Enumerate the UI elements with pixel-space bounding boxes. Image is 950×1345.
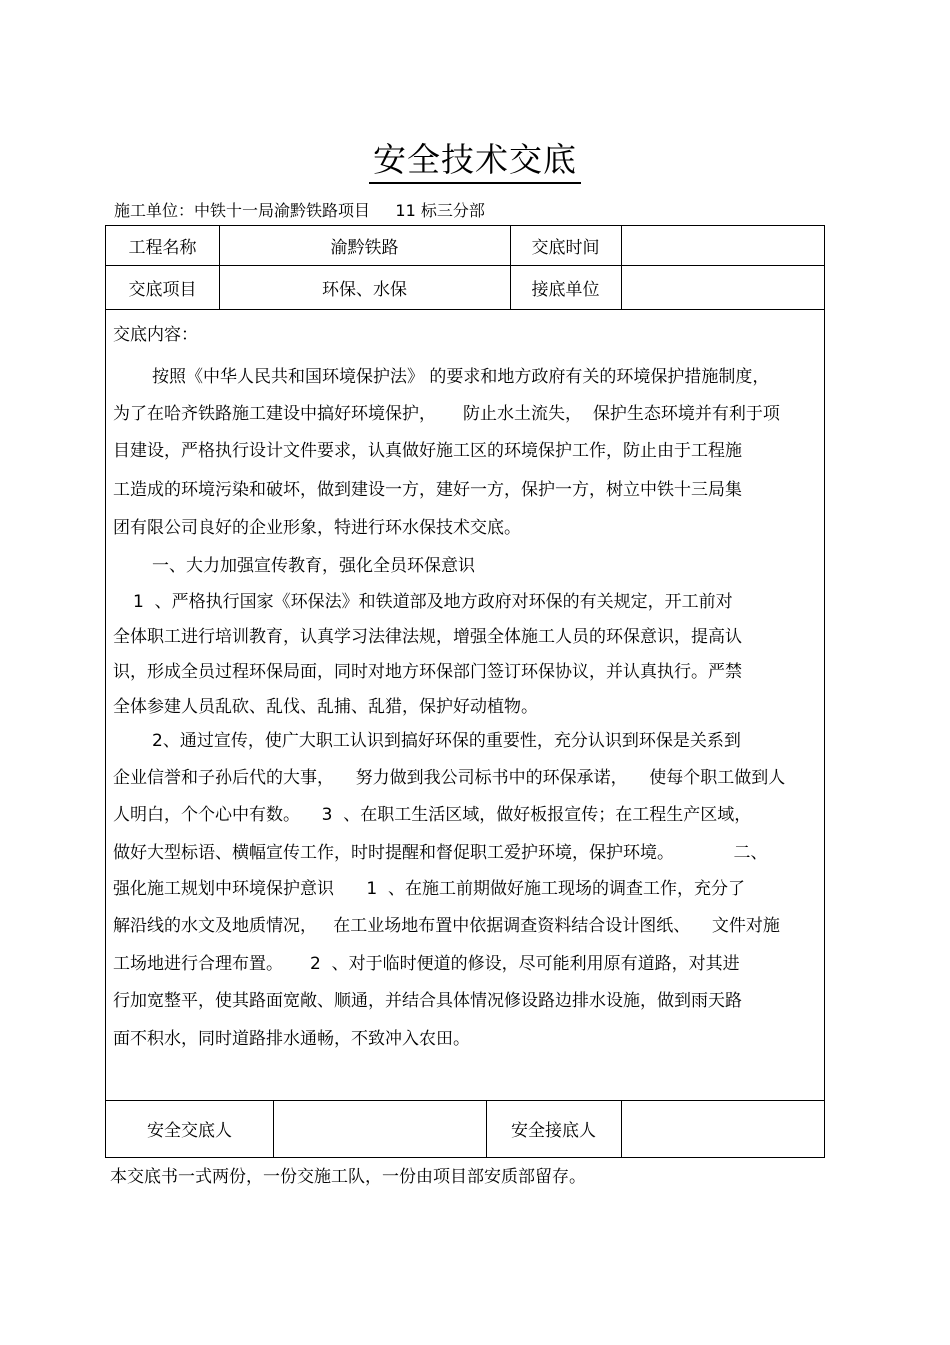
content-line: 识，形成全员过程环保局面，同时对地方环保部门签订环保协议，并认真执行。严禁 [113,662,742,682]
content-line: 强化施工规划中环境保护意识 1 、在施工前期做好施工现场的调查工作，充分了 [113,879,746,899]
disclosure-table [105,225,825,1158]
content-label: 交底内容： [113,325,198,345]
content-line: 工场地进行合理布置。 2 、对于临时便道的修设，尽可能利用原有道路，对其进 [113,954,740,974]
content-line: 为了在哈齐铁路施工建设中搞好环境保护， 防止水土流失， 保护生态环境并有利于项 [113,404,780,424]
content-line: 面不积水，同时道路排水通畅，不致冲入农田。 [113,1029,470,1049]
content-line: 2、通过宣传，使广大职工认识到搞好环保的重要性，充分认识到环保是关系到 [152,731,741,751]
section-heading: 一、大力加强宣传教育，强化全员环保意识 [152,556,475,576]
content-line: 全体职工进行培训教育，认真学习法律法规，增强全体施工人员的环保意识，提高认 [113,627,742,647]
content-line: 人明白，个个心中有数。 3 、在职工生活区域，做好板报宣传；在工程生产区域， [113,805,752,825]
safety-giver-label: 安全交底人 [147,1121,232,1141]
safety-taker-label: 安全接底人 [511,1121,596,1141]
project-name-label: 工程名称 [128,238,197,258]
content-line: 全体参建人员乱砍、乱伐、乱捕、乱猎，保护好动植物。 [113,697,538,717]
safety-taker-value[interactable] [621,1100,824,1157]
construction-unit-line: 施工单位：中铁十一局渝黔铁路项目 11 标三分部 [114,201,485,220]
row-divider [106,309,824,310]
content-line: 做好大型标语、横幅宣传工作，时时提醒和督促职工爱护环境，保护环境。 二、 [113,843,768,863]
receiving-unit-label: 接底单位 [531,279,600,300]
footer-note: 本交底书一式两份，一份交施工队，一份由项目部安质部留存。 [110,1167,586,1187]
disclosure-time-value[interactable] [621,226,824,265]
content-line: 按照《中华人民共和国环境保护法》 的要求和地方政府有关的环境保护措施制度， [152,367,770,387]
disclosure-item-value: 环保、水保 [322,279,407,300]
safety-giver-value[interactable] [273,1100,486,1157]
content-line: 1 、严格执行国家《环保法》和铁道部及地方政府对环保的有关规定，开工前对 [133,592,733,612]
disclosure-item-label: 交底项目 [128,279,197,300]
content-line: 团有限公司良好的企业形象，特进行环水保技术交底。 [113,518,521,538]
project-name-value: 渝黔铁路 [330,238,399,258]
disclosure-time-label: 交底时间 [531,238,600,258]
content-line: 工造成的环境污染和破坏，做到建设一方，建好一方，保护一方，树立中铁十三局集 [113,480,742,500]
content-line: 行加宽整平，使其路面宽敞、顺通，并结合具体情况修设路边排水设施，做到雨天路 [113,991,742,1011]
receiving-unit-value[interactable] [621,265,824,309]
content-line: 企业信誉和子孙后代的大事， 努力做到我公司标书中的环保承诺， 使每个职工做到人 [113,768,786,788]
content-line: 解沿线的水文及地质情况， 在工业场地布置中依据调查资料结合设计图纸、 文件对施 [113,916,780,936]
document-title: 安全技术交底 [0,140,950,184]
content-line: 目建设，严格执行设计文件要求，认真做好施工区的环境保护工作，防止由于工程施 [113,441,742,461]
